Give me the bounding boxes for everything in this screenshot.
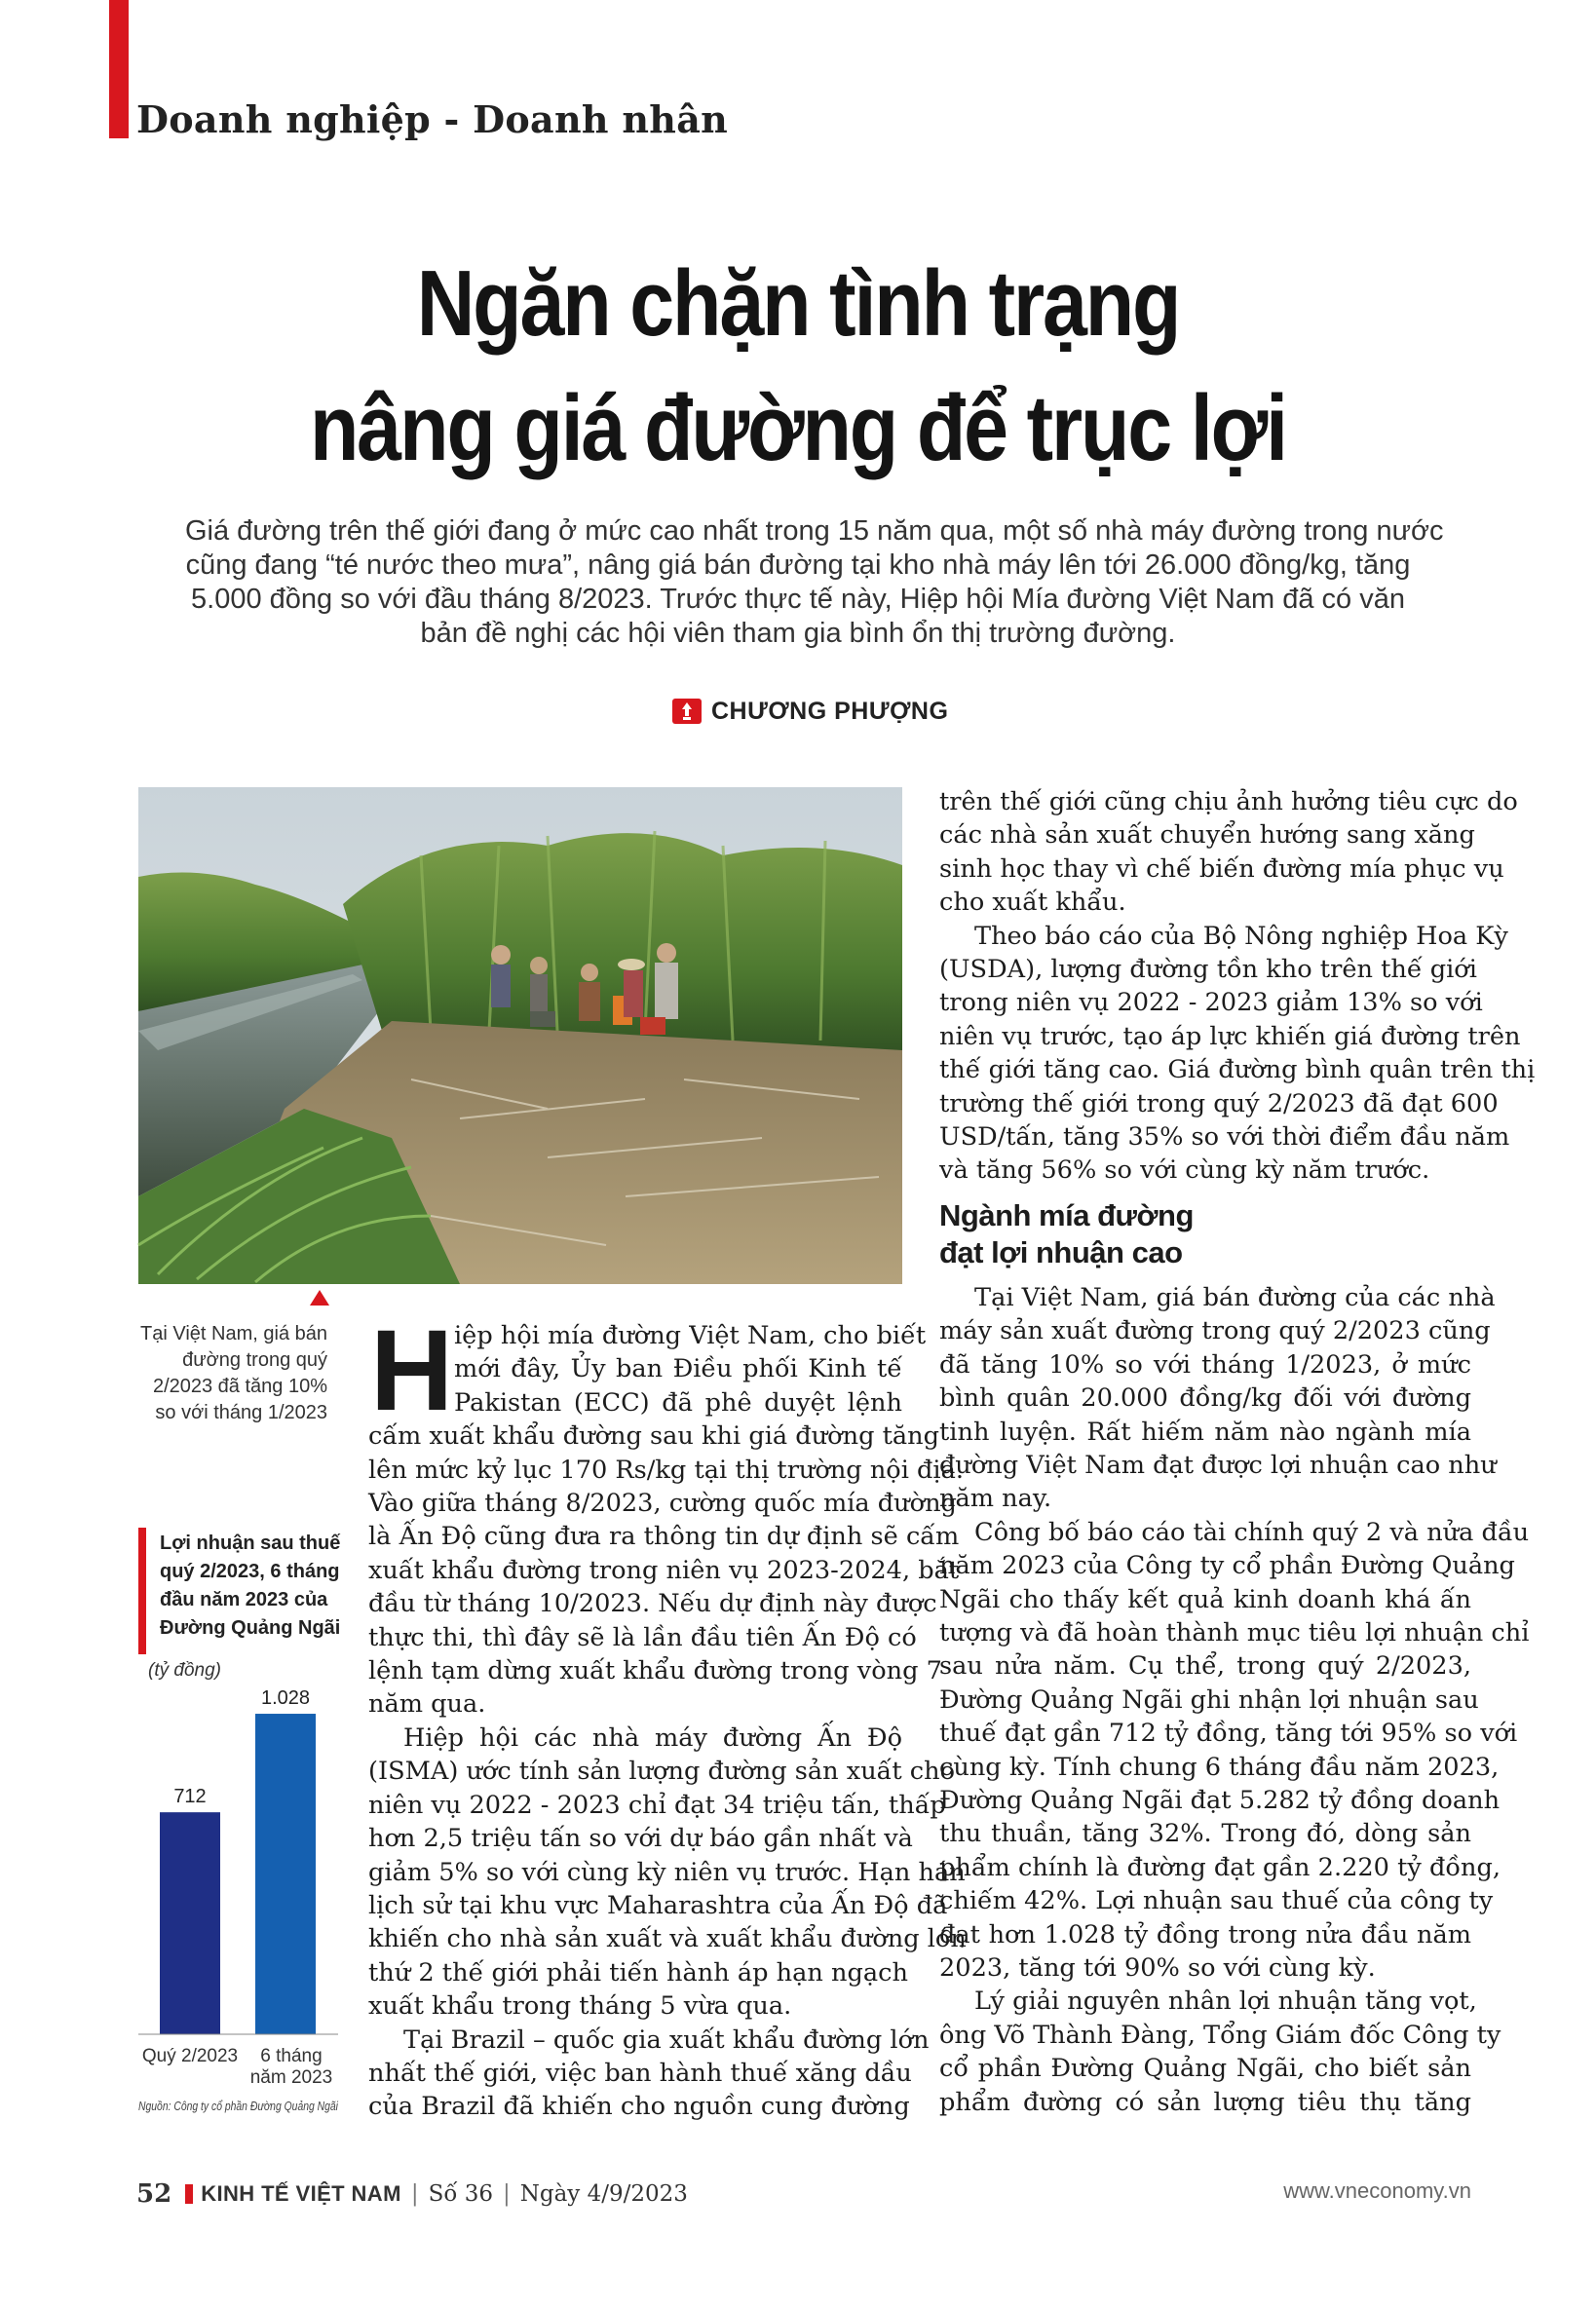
text-line: trên thế giới cũng chịu ảnh hưởng tiêu cực do xyxy=(939,787,1518,816)
text-line: sinh học thay vì chế biến đường mía phục vụ xyxy=(939,853,1504,884)
text-line: năm qua. xyxy=(368,1689,486,1720)
text-line: xuất khẩu đường trong niên vụ 2023-2024, bắt xyxy=(368,1555,960,1585)
chart-title-line: Đường Quảng Ngãi xyxy=(160,1617,341,1639)
footer-separator: | xyxy=(410,2181,419,2207)
issue-date: Ngày 4/9/2023 xyxy=(519,2181,688,2207)
chart-unit: (tỷ đồng) xyxy=(148,1660,221,1681)
text-line: đường Việt Nam đạt được lợi nhuận cao như xyxy=(939,1450,1497,1480)
chart-source: Nguồn: Công ty cổ phần Đường Quảng Ngãi xyxy=(138,2100,340,2113)
paragraph xyxy=(939,785,1518,920)
text-line: tinh luyện. Rất hiếm năm nào ngành mía xyxy=(939,1417,1471,1447)
footer-separator: | xyxy=(502,2181,511,2207)
chart-bar xyxy=(255,1714,316,2034)
text-line: đầu từ tháng 10/2023. Nếu dự định này được xyxy=(368,1589,937,1619)
text-line: trong niên vụ 2022 - 2023 giảm 13% so với xyxy=(939,988,1483,1018)
text-line: hơn 2,5 triệu tấn so với dự báo gần nhất và xyxy=(368,1824,913,1854)
text-line: Hiệp hội các nhà máy đường Ấn Độ xyxy=(403,1722,902,1753)
text-line: thứ 2 thế giới phải tiến hành áp hạn ngạch xyxy=(368,1957,908,1987)
chart-value-label: 712 xyxy=(173,1786,207,1808)
sugarcane-harvest-photo xyxy=(138,787,902,1284)
body-column-right xyxy=(939,785,1536,2119)
text-line: niên vụ 2022 - 2023 chỉ đạt 34 triệu tấn, thấp xyxy=(368,1790,946,1820)
chart-title xyxy=(160,1530,341,1643)
chart-value-label: 1.028 xyxy=(260,1687,311,1710)
text-line: (USDA), lượng đường tồn kho trên thế giới xyxy=(939,955,1477,985)
text-line: thu thuần, tăng 32%. Trong đó, dòng sản xyxy=(939,1819,1471,1849)
text-line: ông Võ Thành Đàng, Tổng Giám đốc Công ty xyxy=(939,2020,1501,2050)
lead-line: bản đề nghị các hội viên tham gia bình ổn thị trường đường. xyxy=(420,618,1176,649)
text-line: Công bố báo cáo tài chính quý 2 và nửa đầu xyxy=(974,1517,1530,1547)
text-line: Lý giải nguyên nhân lợi nhuận tăng vọt, xyxy=(974,1987,1477,2017)
text-line: Pakistan (ECC) đã phê duyệt lệnh xyxy=(454,1387,902,1418)
text-line: và tăng 56% so với cùng kỳ năm trước. xyxy=(939,1155,1430,1186)
text-line: giảm 5% so với cùng kỳ niên vụ trước. Hạn hán xyxy=(368,1857,966,1887)
text-line: thế giới tăng cao. Giá đường bình quân trên thị xyxy=(939,1055,1536,1085)
text-line: lên mức kỷ lục 170 Rs/kg tại thị trường nội địa. xyxy=(368,1455,965,1485)
paragraph xyxy=(368,1306,965,1722)
text-line: lệnh tạm dừng xuất khẩu đường trong vòng 7 xyxy=(368,1656,942,1686)
photo-caption xyxy=(138,1321,327,1426)
text-line: cấm xuất khẩu đường sau khi giá đường tăng xyxy=(368,1421,939,1452)
paragraph xyxy=(939,1985,1501,2119)
caption-line: đường trong quý xyxy=(182,1349,327,1371)
text-line: xuất khẩu trong tháng 5 vừa qua. xyxy=(368,1991,792,2022)
section-label: Doanh nghiệp - Doanh nhân xyxy=(136,97,729,141)
paragraph xyxy=(939,1516,1530,1986)
paragraph xyxy=(368,2024,930,2124)
text-line: đã tăng 10% so với tháng 1/2023, ở mức xyxy=(939,1349,1471,1380)
text-line: lịch sử tại khu vực Maharashtra của Ấn Độ đã xyxy=(368,1890,948,1920)
text-line: USD/tấn, tăng 35% so với thời điểm đầu năm xyxy=(939,1122,1510,1153)
author-name: CHƯƠNG PHƯỢNG xyxy=(711,697,949,725)
chart-category-label: 6 tháng xyxy=(260,2046,323,2066)
title-line: nâng giá đường để trục lợi xyxy=(310,376,1286,480)
text-line: mới đây, Ủy ban Điều phối Kinh tế xyxy=(454,1354,902,1384)
text-line: năm nay. xyxy=(939,1484,1052,1514)
drop-cap: H xyxy=(370,1306,454,1435)
text-line: thuế đạt gần 712 tỷ đồng, tăng tới 95% so với xyxy=(939,1719,1518,1749)
chart-title-line: đầu năm 2023 của xyxy=(160,1589,328,1610)
chart-accent-bar xyxy=(138,1528,146,1654)
text-line: năm 2023 của Công ty cổ phần Đường Quảng xyxy=(939,1551,1515,1581)
text-line: của Brazil đã khiến cho nguồn cung đường xyxy=(368,2092,910,2122)
text-line: sau nửa năm. Cụ thể, trong quý 2/2023, xyxy=(939,1651,1471,1682)
text-line: 2023, tăng tới 90% so với cùng kỳ. xyxy=(939,1953,1376,1983)
text-line: trường thế giới trong quý 2/2023 đã đạt 600 xyxy=(939,1088,1499,1118)
text-line: Đường Quảng Ngãi đạt 5.282 tỷ đồng doanh xyxy=(939,1785,1501,1815)
lead-paragraph xyxy=(185,514,1444,651)
text-line: cùng kỳ. Tính chung 6 tháng đầu năm 2023, xyxy=(939,1752,1500,1782)
paragraph xyxy=(939,1281,1497,1516)
chart-title-line: quý 2/2023, 6 tháng xyxy=(160,1561,340,1582)
text-line: chiếm 42%. Lợi nhuận sau thuế của công ty xyxy=(939,1886,1494,1916)
magazine-name: KINH TẾ VIỆT NAM xyxy=(201,2181,401,2206)
profit-chart xyxy=(138,1528,341,2113)
section-accent-bar xyxy=(109,0,129,138)
chart-category-label: Quý 2/2023 xyxy=(141,2046,239,2066)
lead-line: Giá đường trên thế giới đang ở mức cao nhất trong 15 năm qua, một số nhà máy đường trong nước xyxy=(185,515,1444,547)
text-line: khiến cho nhà sản xuất và xuất khẩu đường lớn xyxy=(368,1924,967,1954)
chart-title-line: Lợi nhuận sau thuế xyxy=(160,1533,341,1554)
text-line: Tại Việt Nam, giá bán đường của các nhà xyxy=(974,1282,1496,1312)
page-number: 52 xyxy=(136,2179,172,2209)
text-line: iệp hội mía đường Việt Nam, cho biết xyxy=(454,1321,927,1350)
website-link[interactable]: www.vneconomy.vn xyxy=(1283,2178,1471,2203)
article-title xyxy=(196,242,1401,491)
footer-accent-mark xyxy=(185,2184,193,2204)
chart-category-label: năm 2023 xyxy=(249,2067,333,2088)
text-line: Tại Brazil – quốc gia xuất khẩu đường lớn xyxy=(403,2025,930,2055)
paragraph xyxy=(939,920,1536,1188)
text-line: niên vụ trước, tạo áp lực khiến giá đường trên xyxy=(939,1021,1521,1051)
caption-line: Tại Việt Nam, giá bán xyxy=(140,1323,327,1344)
subhead-line: đạt lợi nhuận cao xyxy=(939,1234,1183,1269)
text-line: đạt hơn 1.028 tỷ đồng trong nửa đầu năm xyxy=(939,1919,1471,1949)
text-line: tượng và đã hoàn thành mục tiêu lợi nhuận chỉ xyxy=(939,1617,1530,1647)
lead-line: 5.000 đồng so với đầu tháng 8/2023. Trước thực tế này, Hiệp hội Mía đường Việt Nam đã có văn xyxy=(191,584,1405,615)
pen-icon xyxy=(672,699,702,724)
text-line: nhất thế giới, việc ban hành thuế xăng dầu xyxy=(368,2058,912,2088)
text-line: cho xuất khẩu. xyxy=(939,888,1126,918)
subhead-line: Ngành mía đường xyxy=(939,1197,1194,1232)
text-line: Đường Quảng Ngãi ghi nhận lợi nhuận sau xyxy=(939,1684,1479,1715)
text-line: phẩm đường có sản lượng tiêu thụ tăng xyxy=(939,2087,1471,2117)
issue-number: Số 36 xyxy=(428,2181,493,2207)
caption-line: so với tháng 1/2023 xyxy=(155,1402,327,1423)
text-line: là Ấn Độ cũng đưa ra thông tin dự định sẽ cấm xyxy=(368,1522,960,1552)
body-column-middle xyxy=(368,1306,967,2124)
paragraph xyxy=(368,1722,967,2024)
text-line: Vào giữa tháng 8/2023, cường quốc mía đường xyxy=(368,1489,957,1519)
text-line: Ngãi cho thấy kết quả kinh doanh khá ấn xyxy=(939,1584,1471,1614)
title-line: Ngăn chặn tình trạng xyxy=(416,251,1180,356)
text-line: các nhà sản xuất chuyển hướng sang xăng xyxy=(939,820,1475,851)
caption-line: 2/2023 đã tăng 10% xyxy=(152,1376,327,1397)
text-line: thực thi, thì đây sẽ là lần đầu tiên Ấn Độ có xyxy=(368,1622,917,1652)
subhead xyxy=(939,1197,1471,1271)
chart-plot xyxy=(138,1645,343,2112)
text-line: cổ phần Đường Quảng Ngãi, cho biết sản xyxy=(939,2054,1471,2084)
chart-bar xyxy=(160,1812,220,2034)
text-line: phẩm chính là đường đạt gần 2.220 tỷ đồng, xyxy=(939,1852,1501,1882)
byline xyxy=(672,694,948,729)
lead-line: cũng đang “té nước theo mưa”, nâng giá bán đường tại kho nhà máy lên tới 26.000 đồng/kg, tăng xyxy=(185,549,1411,581)
caption-marker-icon xyxy=(310,1290,329,1306)
text-line: (ISMA) ước tính sản lượng đường sản xuất cho xyxy=(368,1757,956,1787)
page-footer xyxy=(136,2177,688,2212)
text-line: máy sản xuất đường trong quý 2/2023 cũng xyxy=(939,1316,1491,1346)
text-line: Theo báo cáo của Bộ Nông nghiệp Hoa Kỳ xyxy=(974,921,1508,951)
text-line: bình quân 20.000 đồng/kg đối với đường xyxy=(939,1383,1471,1414)
